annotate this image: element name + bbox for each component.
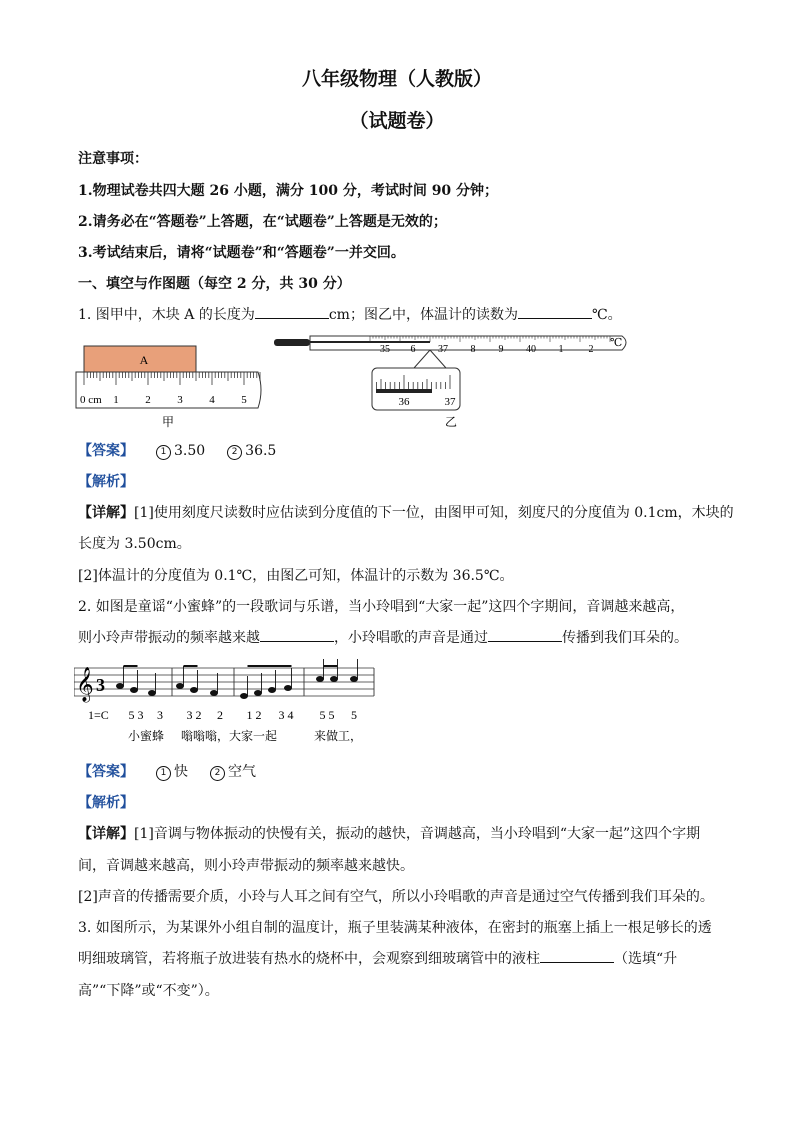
numbered-notes: 1 2 bbox=[246, 708, 262, 722]
circled-two: 2 bbox=[210, 766, 225, 781]
treble-clef-icon: 𝄞 bbox=[76, 668, 94, 701]
staff-lines bbox=[74, 668, 374, 696]
circled-two: 2 bbox=[227, 445, 242, 460]
thermo-label-37: 37 bbox=[438, 344, 448, 355]
answer-blank bbox=[488, 627, 562, 642]
numbered-notes: 3 2 bbox=[186, 708, 202, 722]
zoom-label-36: 36 bbox=[398, 396, 410, 408]
notice-heading: 注意事项： bbox=[78, 151, 148, 167]
page-title: 八年级物理（人教版） bbox=[301, 68, 492, 90]
q2-detail-1a: 【详解】[1]音调与物体振动的快慢有关，振动的越快，音调越高，当小玲唱到“大家一起”这四个字期 bbox=[78, 826, 701, 842]
note-head bbox=[190, 687, 198, 693]
lyric: 小蜜蜂 bbox=[128, 729, 165, 743]
question-1-figure bbox=[70, 330, 640, 434]
ruler-label-5: 5 bbox=[241, 394, 247, 406]
key-label: 1=C bbox=[88, 708, 109, 722]
notes bbox=[116, 659, 358, 699]
section-heading: 一、填空与作图题（每空 2 分，共 30 分） bbox=[78, 276, 351, 292]
ruler-label-3: 3 bbox=[177, 394, 183, 406]
lyric: 来做工， bbox=[314, 729, 363, 743]
notice-item-1: 1.物理试卷共四大题 26 小题，满分 100 分，考试时间 90 分钟； bbox=[78, 183, 499, 199]
note-head bbox=[210, 690, 218, 696]
page-subtitle: （试题卷） bbox=[349, 110, 445, 132]
thermo-label-36: 6 bbox=[410, 344, 416, 355]
q2-analysis-tag: 【解析】 bbox=[78, 795, 134, 811]
question-2-text-1: 2. 如图是童谣“小蜜蜂”的一段歌词与乐谱，当小玲唱到“大家一起”这四个字期间，音调越来越高， bbox=[78, 599, 685, 615]
note-head bbox=[116, 683, 124, 689]
thermo-unit: ℃ bbox=[610, 337, 623, 349]
thermo-label-39: 9 bbox=[498, 344, 504, 355]
thermometer-bulb bbox=[274, 339, 310, 346]
q2-detail-1b: 间，音调越来越高，则小玲声带振动的频率越来越快。 bbox=[78, 858, 414, 874]
caption-jia: 甲 bbox=[161, 415, 175, 429]
q1-detail-1b: 长度为 3.50cm。 bbox=[78, 536, 191, 552]
thermo-label-41: 1 bbox=[558, 344, 564, 355]
q1-analysis-tag: 【解析】 bbox=[78, 474, 134, 490]
block-label: A bbox=[139, 353, 149, 367]
question-3-text-3: 高”“下降”或“不变”）。 bbox=[78, 983, 219, 999]
note-head bbox=[254, 690, 262, 696]
question-3-text-1: 3. 如图所示，为某课外小组自制的温度计，瓶子里装满某种液体，在密封的瓶塞上插上一根足够长的透 bbox=[78, 920, 712, 936]
q1-answer: 【答案】 1 3.50 2 36.5 bbox=[78, 443, 277, 459]
ruler-label-1: 1 bbox=[113, 394, 119, 406]
notice-item-3: 3.考试结束后，请将“试题卷”和“答题卷”一并交回。 bbox=[78, 245, 405, 261]
answer-blank bbox=[260, 627, 334, 642]
ruler bbox=[76, 372, 261, 408]
zoom-label-37: 37 bbox=[444, 396, 456, 408]
q1-detail-1a: 【详解】[1]使用刻度尺读数时应估读到分度值的下一位，由图甲可知，刻度尺的分度值为 0.1cm，木块的 bbox=[78, 505, 734, 521]
note-head bbox=[130, 687, 138, 693]
circled-one: 1 bbox=[156, 766, 171, 781]
numbered-notes: 3 4 bbox=[278, 708, 294, 722]
numbered-notes: 2 bbox=[217, 708, 223, 722]
circled-one: 1 bbox=[156, 445, 171, 460]
note-head bbox=[240, 693, 248, 699]
zoom-pointer bbox=[414, 350, 430, 368]
q2-answer: 【答案】 1 快 2 空气 bbox=[78, 764, 256, 780]
numbered-notes: 5 5 bbox=[319, 708, 335, 722]
thermo-label-35: 35 bbox=[380, 344, 390, 355]
question-1-text: 1. 图甲中，木块 A 的长度为 cm；图乙中，体温计的读数为 ℃。 bbox=[78, 304, 622, 324]
time-signature: 3 bbox=[96, 675, 105, 695]
q2-detail-2: [2]声音的传播需要介质，小玲与人耳之间有空气，所以小玲唱歌的声音是通过空气传播到我们耳朵的。 bbox=[78, 889, 714, 905]
answer-blank bbox=[255, 304, 329, 319]
note-head bbox=[176, 683, 184, 689]
note-head bbox=[316, 676, 324, 682]
caption-yi: 乙 bbox=[444, 415, 458, 429]
numbered-notes: 5 bbox=[351, 708, 357, 722]
ruler-label-4: 4 bbox=[209, 394, 215, 406]
thermo-label-40: 40 bbox=[526, 344, 536, 355]
ruler-label-2: 2 bbox=[145, 394, 151, 406]
note-head bbox=[148, 690, 156, 696]
note-head bbox=[268, 687, 276, 693]
notice-item-2: 2.请务必在“答题卷”上答题，在“试题卷”上答题是无效的； bbox=[78, 214, 447, 230]
numbered-notes: 5 3 bbox=[128, 708, 144, 722]
thermo-label-42: 2 bbox=[588, 344, 594, 355]
music-score bbox=[74, 658, 384, 748]
lyric: 嗡嗡嗡，大家一起 bbox=[181, 729, 278, 743]
question-2-text-2: 则小玲声带振动的频率越来越 ，小玲唱歌的声音是通过 传播到我们耳朵的。 bbox=[78, 627, 688, 647]
answer-blank bbox=[518, 304, 592, 319]
answer-blank bbox=[540, 948, 614, 963]
zoom-mercury bbox=[376, 389, 432, 393]
note-head bbox=[350, 676, 358, 682]
numbered-notes: 3 bbox=[157, 708, 163, 722]
note-head bbox=[330, 676, 338, 682]
ruler-label-0: 0 cm bbox=[80, 394, 102, 406]
question-3-text-2: 明细玻璃管，若将瓶子放进装有热水的烧杯中，会观察到细玻璃管中的液柱 （选填“升 bbox=[78, 948, 677, 968]
q1-detail-2: [2]体温计的分度值为 0.1℃，由图乙可知，体温计的示数为 36.5℃。 bbox=[78, 568, 514, 584]
thermo-label-38: 8 bbox=[470, 344, 476, 355]
note-head bbox=[284, 685, 292, 691]
